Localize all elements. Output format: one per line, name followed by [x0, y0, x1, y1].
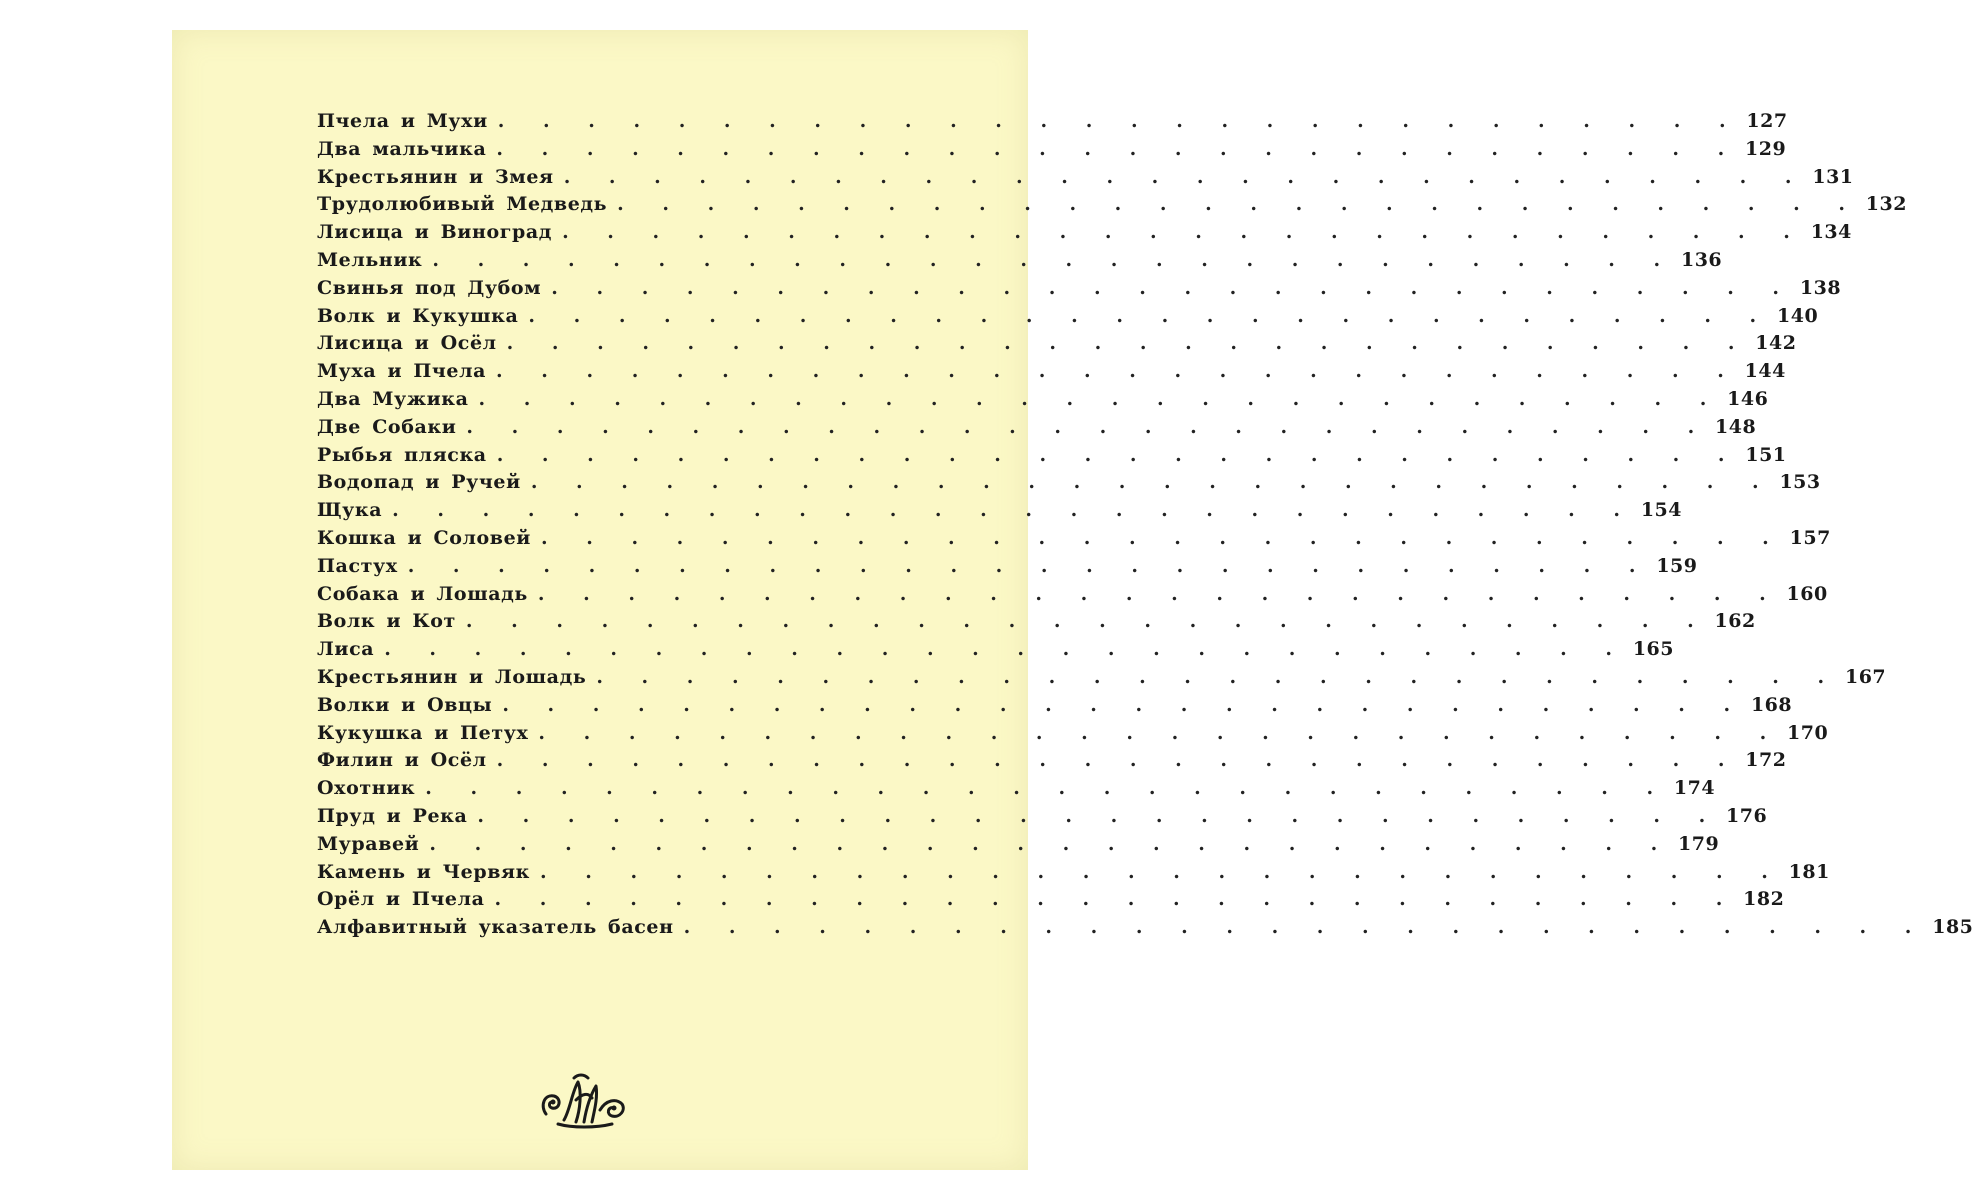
decorative-vignette-icon — [536, 1070, 632, 1130]
toc-leader-dots: . . . . . . . . . . . . . . . . . . . . . . . . . . . . — [537, 582, 1780, 605]
toc-leader-dots: . . . . . . . . . . . . . . . . . . . . . . . . . . . . — [478, 387, 1721, 410]
toc-entry-title: Крестьянин и Лошадь — [317, 665, 587, 688]
toc-entry-title: Лисица и Осёл — [317, 332, 497, 355]
toc-leader-dots: . . . . . . . . . . . . . . . . . . . . . . . . . . . . — [477, 804, 1720, 827]
toc-entry — [317, 721, 1829, 750]
toc-entry-page: 172 — [1745, 749, 1787, 772]
toc-leader-dots: . . . . . . . . . . . . . . . . . . . . . . . . . . . . — [497, 110, 1740, 132]
toc-entry-title: Крестьянин и Змея — [317, 165, 554, 188]
toc-leader-dots: . . . . . . . . . . . . . . . . . . . . . . . . . . . . — [506, 332, 1749, 355]
toc-entry-page: 131 — [1812, 165, 1854, 188]
toc-leader-dots: . . . . . . . . . . . . . . . . . . . . . . . . . . . . — [392, 499, 1634, 522]
toc-entry-page: 138 — [1799, 276, 1842, 299]
toc-entry — [317, 610, 1756, 638]
toc-entry-page: 142 — [1755, 332, 1797, 355]
toc-leader-dots: . . . . . . . . . . . . . . . . . . . . . . . . . . . . — [540, 526, 1783, 549]
toc-leader-dots: . . . . . . . . . . . . . . . . . . . . . . . . . . . . — [502, 693, 1745, 716]
toc-entry-title: Трудолюбивый Медведь — [317, 193, 608, 216]
toc-entry-title: Муравей — [317, 832, 420, 855]
toc-leader-dots: . . . . . . . . . . . . . . . . . . . . . . . . . . . . — [683, 916, 1926, 939]
table-of-contents — [317, 110, 1973, 944]
toc-leader-dots: . . . . . . . . . . . . . . . . . . . . . . . . . . . . — [538, 721, 1781, 744]
toc-leader-dots: . . . . . . . . . . . . . . . . . . . . . . . . . . . . — [540, 860, 1782, 883]
toc-entry-title: Водопад и Ручей — [317, 471, 521, 494]
toc-leader-dots: . . . . . . . . . . . . . . . . . . . . . . . . . . . . — [432, 248, 1675, 271]
toc-leader-dots: . . . . . . . . . . . . . . . . . . . . . . . . . . . . — [530, 471, 1773, 494]
toc-entry-page: 162 — [1714, 610, 1756, 633]
toc-entry — [317, 554, 1698, 583]
book-page — [172, 30, 1973, 1170]
toc-entry-page: 146 — [1727, 387, 1769, 410]
toc-leader-dots: . . . . . . . . . . . . . . . . . . . . . . . . . . . . — [562, 221, 1804, 244]
toc-entry-title: Щука — [317, 499, 383, 522]
toc-leader-dots: . . . . . . . . . . . . . . . . . . . . . . . . . . . . — [496, 443, 1739, 466]
toc-leader-dots: . . . . . . . . . . . . . . . . . . . . . . . . . . . . — [596, 665, 1839, 688]
toc-leader-dots: . . . . . . . . . . . . . . . . . . . . . . . . . . . . — [429, 832, 1672, 855]
toc-entry-page: 160 — [1786, 582, 1828, 605]
toc-entry-title: Лиса — [317, 638, 375, 661]
toc-entry — [317, 916, 1973, 944]
toc-entry-title: Свинья под Дубом — [317, 276, 542, 299]
toc-entry-title: Два Мужика — [317, 387, 469, 410]
toc-entry-page: 144 — [1744, 360, 1786, 383]
toc-entry-page: 151 — [1745, 443, 1787, 466]
toc-entry-page: 127 — [1746, 110, 1788, 132]
toc-entry — [317, 471, 1821, 499]
toc-entry-title: Пчела и Мухи — [317, 110, 488, 132]
toc-leader-dots: . . . . . . . . . . . . . . . . . . . . . . . . . . . . — [384, 638, 1626, 661]
toc-entry-title: Филин и Осёл — [317, 749, 487, 772]
toc-entry-page: 132 — [1865, 193, 1907, 216]
toc-leader-dots: . . . . . . . . . . . . . . . . . . . . . . . . . . . . — [496, 137, 1739, 160]
toc-entry — [317, 110, 1788, 138]
toc-leader-dots: . . . . . . . . . . . . . . . . . . . . . . . . . . . . — [494, 888, 1737, 911]
toc-entry-title: Пруд и Река — [317, 804, 468, 827]
toc-entry-page: 136 — [1680, 248, 1723, 271]
toc-entry — [317, 638, 1674, 666]
toc-entry — [317, 387, 1769, 416]
toc-entry — [317, 665, 1887, 694]
toc-entry-title: Охотник — [317, 777, 416, 800]
toc-entry — [317, 582, 1828, 611]
toc-entry — [317, 693, 1793, 722]
toc-entry-page: 154 — [1640, 499, 1682, 522]
toc-entry — [317, 332, 1797, 360]
toc-entry-title: Алфавитный указатель басен — [317, 916, 674, 939]
toc-entry — [317, 832, 1720, 861]
toc-entry — [317, 193, 1907, 221]
toc-entry-page: 159 — [1656, 554, 1698, 577]
toc-entry — [317, 248, 1723, 277]
toc-entry — [317, 360, 1786, 388]
toc-leader-dots: . . . . . . . . . . . . . . . . . . . . . . . . . . . . — [617, 193, 1859, 216]
toc-entry — [317, 137, 1787, 166]
toc-leader-dots: . . . . . . . . . . . . . . . . . . . . . . . . . . . . — [425, 777, 1668, 800]
toc-entry — [317, 221, 1852, 249]
toc-entry-title: Волк и Кот — [317, 610, 456, 633]
toc-entry — [317, 499, 1682, 527]
toc-leader-dots: . . . . . . . . . . . . . . . . . . . . . . . . . . . . — [466, 415, 1709, 438]
toc-entry-page: 153 — [1779, 471, 1821, 494]
toc-entry-page: 181 — [1788, 860, 1830, 883]
toc-leader-dots: . . . . . . . . . . . . . . . . . . . . . . . . . . . . — [551, 276, 1794, 299]
toc-entry-title: Камень и Червяк — [317, 860, 530, 883]
toc-entry-page: 176 — [1726, 804, 1768, 827]
toc-entry-page: 148 — [1715, 415, 1757, 438]
toc-entry — [317, 526, 1831, 555]
toc-entry — [317, 165, 1854, 194]
toc-entry — [317, 415, 1757, 444]
toc-entry-title: Два мальчика — [317, 137, 487, 160]
toc-leader-dots: . . . . . . . . . . . . . . . . . . . . . . . . . . . . — [496, 749, 1739, 772]
toc-entry — [317, 749, 1787, 777]
toc-entry-title: Рыбья пляска — [317, 443, 487, 466]
toc-entry-page: 179 — [1678, 832, 1720, 855]
toc-leader-dots: . . . . . . . . . . . . . . . . . . . . . . . . . . . . — [563, 165, 1806, 188]
toc-entry-title: Мельник — [317, 248, 423, 271]
toc-entry — [317, 777, 1716, 805]
toc-leader-dots: . . . . . . . . . . . . . . . . . . . . . . . . . . . . — [465, 610, 1708, 633]
toc-entry-title: Собака и Лошадь — [317, 582, 528, 605]
toc-entry-page: 134 — [1810, 221, 1852, 244]
toc-leader-dots: . . . . . . . . . . . . . . . . . . . . . . . . . . . . — [407, 554, 1650, 577]
toc-entry-page: 165 — [1632, 638, 1674, 661]
toc-entry — [317, 860, 1830, 889]
toc-entry-title: Кошка и Соловей — [317, 526, 531, 549]
toc-entry-title: Волк и Кукушка — [317, 304, 519, 327]
toc-entry-page: 185 — [1932, 916, 1973, 939]
toc-entry-title: Две Собаки — [317, 415, 457, 438]
toc-entry-page: 157 — [1789, 526, 1831, 549]
toc-entry-page: 140 — [1777, 304, 1819, 327]
toc-entry-page: 182 — [1743, 888, 1785, 911]
toc-entry — [317, 443, 1787, 472]
toc-entry-title: Лисица и Виноград — [317, 221, 553, 244]
toc-entry — [317, 276, 1842, 305]
toc-entry-title: Пастух — [317, 554, 398, 577]
toc-entry-page: 168 — [1750, 693, 1793, 716]
toc-entry — [317, 888, 1785, 916]
toc-entry-page: 129 — [1745, 137, 1787, 160]
toc-leader-dots: . . . . . . . . . . . . . . . . . . . . . . . . . . . . — [528, 304, 1771, 327]
toc-entry-title: Орёл и Пчела — [317, 888, 485, 911]
toc-entry-page: 170 — [1787, 721, 1829, 744]
toc-entry-title: Муха и Пчела — [317, 360, 486, 383]
toc-entry-title: Волки и Овцы — [317, 693, 493, 716]
toc-entry — [317, 304, 1819, 333]
toc-entry-title: Кукушка и Петух — [317, 721, 529, 744]
toc-entry-page: 167 — [1844, 665, 1887, 688]
toc-entry — [317, 804, 1768, 833]
toc-leader-dots: . . . . . . . . . . . . . . . . . . . . . . . . . . . . — [496, 360, 1738, 383]
toc-entry-page: 174 — [1673, 777, 1716, 800]
